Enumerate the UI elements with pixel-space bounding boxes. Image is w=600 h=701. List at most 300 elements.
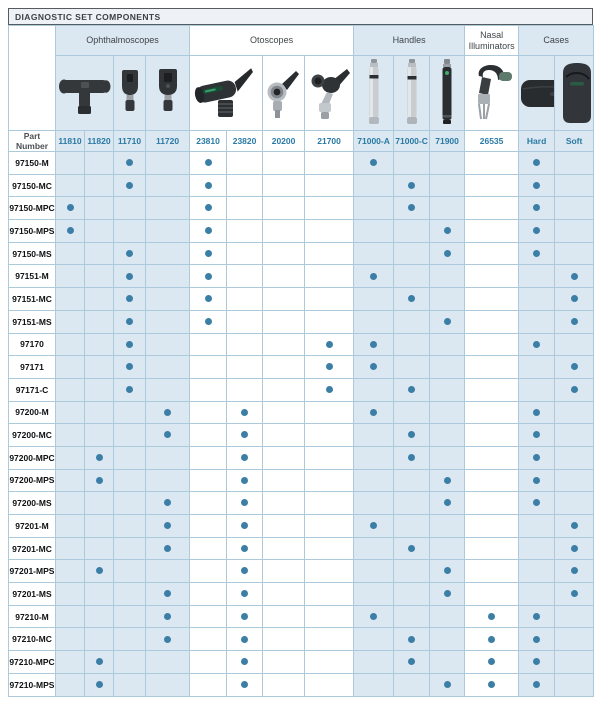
component-dot [571,545,578,552]
dot-cell [430,605,465,628]
dot-cell [394,174,430,197]
dot-cell [354,537,394,560]
dot-cell [263,220,305,243]
column-header-11810: 11810 [56,131,85,152]
component-dot [571,386,578,393]
dot-cell [56,446,85,469]
component-dot [205,318,212,325]
dot-cell [85,401,114,424]
dot-cell [190,197,227,220]
dot-cell [519,152,555,175]
component-dot [533,454,540,461]
dot-cell [465,605,519,628]
dot-cell [146,378,190,401]
dot-cell [227,174,263,197]
dot-cell [305,628,354,651]
dot-cell [190,356,227,379]
dot-cell [85,446,114,469]
dot-cell [114,492,146,515]
dot-cell [430,333,465,356]
component-dot [408,431,415,438]
dot-cell [354,288,394,311]
dot-cell [394,220,430,243]
dot-cell [465,197,519,220]
component-dot [533,409,540,416]
dot-cell [394,401,430,424]
dot-cell [56,651,85,674]
component-dot [241,454,248,461]
dot-cell [430,401,465,424]
component-dot [444,318,451,325]
dot-cell [190,378,227,401]
component-dot [96,681,103,688]
dot-cell [85,469,114,492]
dot-cell [146,469,190,492]
component-dot [205,227,212,234]
row-label: 97201-MS [9,583,56,606]
component-dot [241,431,248,438]
component-dot [488,681,495,688]
table-row [9,197,594,220]
row-label: 97210-MPC [9,651,56,674]
dot-cell [519,424,555,447]
dot-cell [56,378,85,401]
component-dot [444,250,451,257]
table-row [9,537,594,560]
operating-otoscope-image-cell [305,56,354,131]
table-row [9,424,594,447]
component-dot [164,636,171,643]
component-dot [164,522,171,529]
table-title: DIAGNOSTIC SET COMPONENTS [8,8,593,25]
row-label: 97201-M [9,515,56,538]
dot-cell [555,583,594,606]
dot-cell [146,492,190,515]
dot-cell [305,605,354,628]
component-dot [533,681,540,688]
dot-cell [227,333,263,356]
table-row [9,515,594,538]
dot-cell [430,515,465,538]
component-dot [571,318,578,325]
dot-cell [519,265,555,288]
component-dot [408,545,415,552]
dot-cell [263,651,305,674]
row-label: 97200-M [9,401,56,424]
dot-cell [465,152,519,175]
component-dot [241,545,248,552]
dot-cell [519,492,555,515]
dot-cell [263,333,305,356]
dot-cell [85,651,114,674]
dot-cell [190,242,227,265]
dot-cell [85,424,114,447]
dot-cell [146,424,190,447]
dot-cell [190,424,227,447]
dot-cell [114,560,146,583]
component-dot [533,636,540,643]
dot-cell [190,333,227,356]
dot-cell [354,515,394,538]
dot-cell [56,356,85,379]
component-dot [488,613,495,620]
dot-cell [430,197,465,220]
dot-cell [465,356,519,379]
dot-cell [227,469,263,492]
dot-cell [519,401,555,424]
dot-cell [56,583,85,606]
dot-cell [394,152,430,175]
dot-cell [354,605,394,628]
dot-cell [146,446,190,469]
table-row [9,628,594,651]
row-label: 97200-MC [9,424,56,447]
dot-cell [85,492,114,515]
dot-cell [394,446,430,469]
dot-cell [305,378,354,401]
chrome-handle-a-image-cell [354,56,394,131]
dot-cell [263,378,305,401]
component-dot [126,386,133,393]
dot-cell [519,628,555,651]
component-dot [571,590,578,597]
dot-cell [146,174,190,197]
dot-cell [85,356,114,379]
group-header-otoscopes: Otoscopes [190,26,354,56]
dot-cell [465,515,519,538]
nasal-illuminator-image-cell [465,56,519,131]
table-row [9,220,594,243]
component-dot [444,681,451,688]
table-row [9,492,594,515]
component-dot [370,613,377,620]
row-label: 97151-M [9,265,56,288]
row-label: 97200-MPC [9,446,56,469]
dot-cell [263,310,305,333]
component-dot [205,182,212,189]
dot-cell [263,197,305,220]
dot-cell [305,583,354,606]
component-dot [205,250,212,257]
dot-cell [430,469,465,492]
dot-cell [555,288,594,311]
dot-cell [190,560,227,583]
column-header-71000-a: 71000-A [354,131,394,152]
component-dot [444,227,451,234]
dot-cell [263,515,305,538]
component-dot [164,613,171,620]
table-row [9,356,594,379]
dot-cell [56,220,85,243]
dot-cell [305,446,354,469]
dot-cell [190,220,227,243]
dot-cell [430,560,465,583]
corner-cell [9,26,56,131]
dot-cell [394,537,430,560]
column-header-soft: Soft [555,131,594,152]
dot-cell [394,288,430,311]
component-dot [241,636,248,643]
dot-cell [190,446,227,469]
component-dot [533,658,540,665]
component-dot [205,159,212,166]
dot-cell [190,537,227,560]
dot-cell [114,174,146,197]
dot-cell [555,537,594,560]
dot-cell [263,469,305,492]
dot-cell [114,310,146,333]
component-dot [96,454,103,461]
component-dot [533,499,540,506]
dot-cell [114,673,146,696]
dot-cell [555,401,594,424]
dot-cell [190,152,227,175]
dot-cell [354,469,394,492]
dot-cell [465,401,519,424]
component-dot [533,227,540,234]
component-dot [96,658,103,665]
component-dot [444,590,451,597]
component-dot [571,363,578,370]
dot-cell [263,673,305,696]
dot-cell [519,310,555,333]
component-dot [126,250,133,257]
component-dot [241,522,248,529]
dot-cell [430,424,465,447]
dot-cell [263,356,305,379]
dot-cell [519,378,555,401]
component-dot [408,636,415,643]
column-header-71000-c: 71000-C [394,131,430,152]
dot-cell [227,197,263,220]
dot-cell [146,583,190,606]
dot-cell [190,583,227,606]
dot-cell [394,515,430,538]
table-row [9,288,594,311]
dot-cell [85,333,114,356]
dot-cell [519,515,555,538]
dot-cell [394,197,430,220]
dot-cell [430,152,465,175]
dot-cell [394,492,430,515]
component-dot [571,567,578,574]
dot-cell [56,628,85,651]
dot-cell [394,378,430,401]
dot-cell [555,469,594,492]
dot-cell [146,310,190,333]
dot-cell [305,197,354,220]
pneumatic-otoscope-image-cell [263,56,305,131]
dot-cell [354,378,394,401]
row-label: 97171 [9,356,56,379]
dot-cell [519,288,555,311]
ophthalmoscope-head-image-cell [114,56,146,131]
dot-cell [85,152,114,175]
component-dot [408,182,415,189]
component-dot [408,295,415,302]
dot-cell [146,673,190,696]
component-dot [408,454,415,461]
dot-cell [227,446,263,469]
dot-cell [114,515,146,538]
dot-cell [190,310,227,333]
component-dot [444,499,451,506]
dot-cell [555,673,594,696]
component-dot [533,341,540,348]
row-label: 97150-MPC [9,197,56,220]
dot-cell [354,583,394,606]
dot-cell [56,197,85,220]
dot-cell [394,242,430,265]
dot-cell [430,356,465,379]
dot-cell [114,537,146,560]
dot-cell [263,583,305,606]
hard-case-image-cell [519,56,555,131]
dot-cell [354,152,394,175]
dot-cell [430,492,465,515]
dot-cell [114,424,146,447]
dot-cell [305,469,354,492]
dot-cell [263,288,305,311]
dot-cell [146,515,190,538]
dot-cell [394,628,430,651]
soft-case-image-cell [555,56,594,131]
component-dot [571,295,578,302]
dot-cell [114,628,146,651]
row-label: 97151-MC [9,288,56,311]
dot-cell [263,152,305,175]
soft-case-image [555,61,593,125]
dot-cell [305,560,354,583]
dot-cell [305,356,354,379]
dot-cell [56,515,85,538]
dot-cell [305,220,354,243]
table-row [9,242,594,265]
dot-cell [465,265,519,288]
column-header-26535: 26535 [465,131,519,152]
column-header-21700: 21700 [305,131,354,152]
dot-cell [56,469,85,492]
dot-cell [114,220,146,243]
dot-cell [263,265,305,288]
dot-cell [227,673,263,696]
pneumatic-otoscope-image [263,64,304,122]
chrome-handle-c-image [394,58,429,128]
table-row [9,152,594,175]
dot-cell [305,265,354,288]
row-label: 97210-M [9,605,56,628]
component-dot [370,341,377,348]
dot-cell [227,605,263,628]
dot-cell [263,628,305,651]
column-header-11720: 11720 [146,131,190,152]
dot-cell [394,333,430,356]
dot-cell [56,288,85,311]
dot-cell [465,651,519,674]
component-dot [126,273,133,280]
component-dot [164,545,171,552]
component-dot [96,477,103,484]
table-row [9,446,594,469]
column-header-23810: 23810 [190,131,227,152]
coaxial-ophthalmoscope-head-image [146,66,189,120]
dot-cell [519,537,555,560]
dot-cell [465,333,519,356]
component-dot [241,613,248,620]
dot-cell [146,537,190,560]
component-dot [533,613,540,620]
component-dot [533,182,540,189]
dot-cell [227,628,263,651]
dot-cell [56,537,85,560]
component-dot [326,341,333,348]
dot-cell [305,515,354,538]
component-dot [408,386,415,393]
dot-cell [519,583,555,606]
dot-cell [430,378,465,401]
dot-cell [519,651,555,674]
component-dot [241,567,248,574]
dot-cell [114,197,146,220]
dot-cell [354,560,394,583]
dot-cell [394,583,430,606]
component-dot [164,590,171,597]
dot-cell [227,424,263,447]
dot-cell [305,242,354,265]
dot-cell [354,174,394,197]
dot-cell [114,288,146,311]
dot-cell [305,673,354,696]
dot-cell [465,310,519,333]
dot-cell [555,197,594,220]
dot-cell [354,401,394,424]
dot-cell [114,583,146,606]
dot-cell [430,583,465,606]
dot-cell [354,310,394,333]
dot-cell [305,651,354,674]
column-header-11710: 11710 [114,131,146,152]
dot-cell [85,628,114,651]
ophthalmoscope-head-image [114,67,145,119]
component-dot [67,204,74,211]
dot-cell [85,265,114,288]
nasal-illuminator-image [465,64,518,122]
dot-cell [146,605,190,628]
dot-cell [227,401,263,424]
black-handle-image-cell [430,56,465,131]
dot-cell [555,220,594,243]
dot-cell [394,605,430,628]
dot-cell [56,492,85,515]
dot-cell [263,492,305,515]
component-dot [241,477,248,484]
dot-cell [114,446,146,469]
dot-cell [114,401,146,424]
component-dot [533,477,540,484]
dot-cell [263,242,305,265]
column-header-23820: 23820 [227,131,263,152]
component-dot [126,182,133,189]
component-dot [533,204,540,211]
column-header-71900: 71900 [430,131,465,152]
row-label: 97200-MS [9,492,56,515]
dot-cell [519,197,555,220]
group-header-ophthalmoscopes: Ophthalmoscopes [56,26,190,56]
dot-cell [146,560,190,583]
dot-cell [555,265,594,288]
dot-cell [519,560,555,583]
row-label: 97150-MPS [9,220,56,243]
